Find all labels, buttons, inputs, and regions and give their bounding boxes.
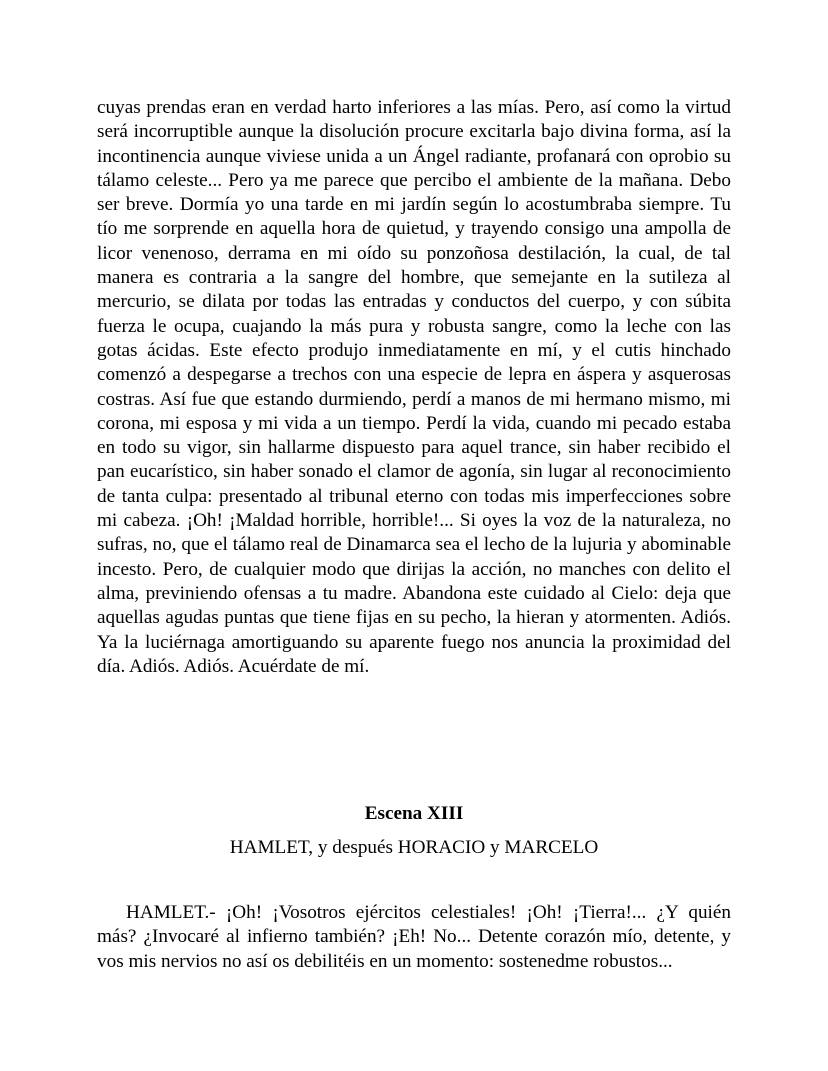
ghost-monologue-paragraph: cuyas prendas eran en verdad harto inferiores a las mías. Pero, así como la virtud será incorruptible aunque la disolución procure excitarla bajo divina forma, así la incontinencia aunque viviese unida a un Ángel radiante, profanará con oprobio su tálamo celeste... Pero ya me parece que percibo el ambiente de la mañana. Debo ser breve. Dormía yo una tarde en mi jardín según lo acostumbraba siempre. Tu tío me sorprende en aquella hora de quietud, y trayendo consigo una ampolla de licor venenoso, derrama en mi oído su ponzoñosa destilación, la cual, de tal manera es contraria a la sangre del hombre, que semejante en la sutileza al mercurio, se dilata por todas las entradas y conductos del cuerpo, y con súbita fuerza le ocupa, cuajando la más pura y robusta sangre, como la leche con las gotas ácidas. Este efecto produjo inmediatamente en mí, y el cutis hinchado comenzó a despegarse a trechos con una especie de lepra en áspera y asquerosas costras. Así fue que estando durmiendo, perdí a manos de mi hermano mismo, mi corona, mi esposa y mi vida a un tiempo. Perdí la vida, cuando mi pecado estaba en todo su vigor, sin hallarme dispuesto para aquel trance, sin haber recibido el pan eucarístico, sin haber sonado el clamor de agonía, sin lugar al reconocimiento de tanta culpa: presentado al tribunal eterno con todas mis imperfecciones sobre mi cabeza. ¡Oh! ¡Maldad horrible, horrible!... Si oyes la voz de la naturaleza, no sufras, no, que el tálamo real de Dinamarca sea el lecho de la lujuria y abominable incesto. Pero, de cualquier modo que dirijas la acción, no manches con delito el alma, previniendo ofensas a tu madre. Abandona este cuidado al Cielo: deja que aquellas agudas puntas que tiene fijas en su pecho, la hieran y atormenten. Adiós. Ya la luciérnaga amortiguando su aparente fuego nos anuncia la proximidad del día. Adiós. Adiós. Acuérdate de mí. [97,97,731,677]
scene-characters-line: HAMLET, y después HORACIO y MARCELO [229,837,599,858]
hamlet-speech-paragraph: HAMLET.- ¡Oh! ¡Vosotros ejércitos celestiales! ¡Oh! ¡Tierra!... ¿Y quién más? ¿Invocaré al infierno también? ¡Eh! No... Detente corazón mío, detente, y vos mis nervios no así os debilitéis en un momento: sostenedme robustos... [97,902,731,972]
scene-heading: Escena XIII [364,803,464,824]
document-page [97,96,731,972]
